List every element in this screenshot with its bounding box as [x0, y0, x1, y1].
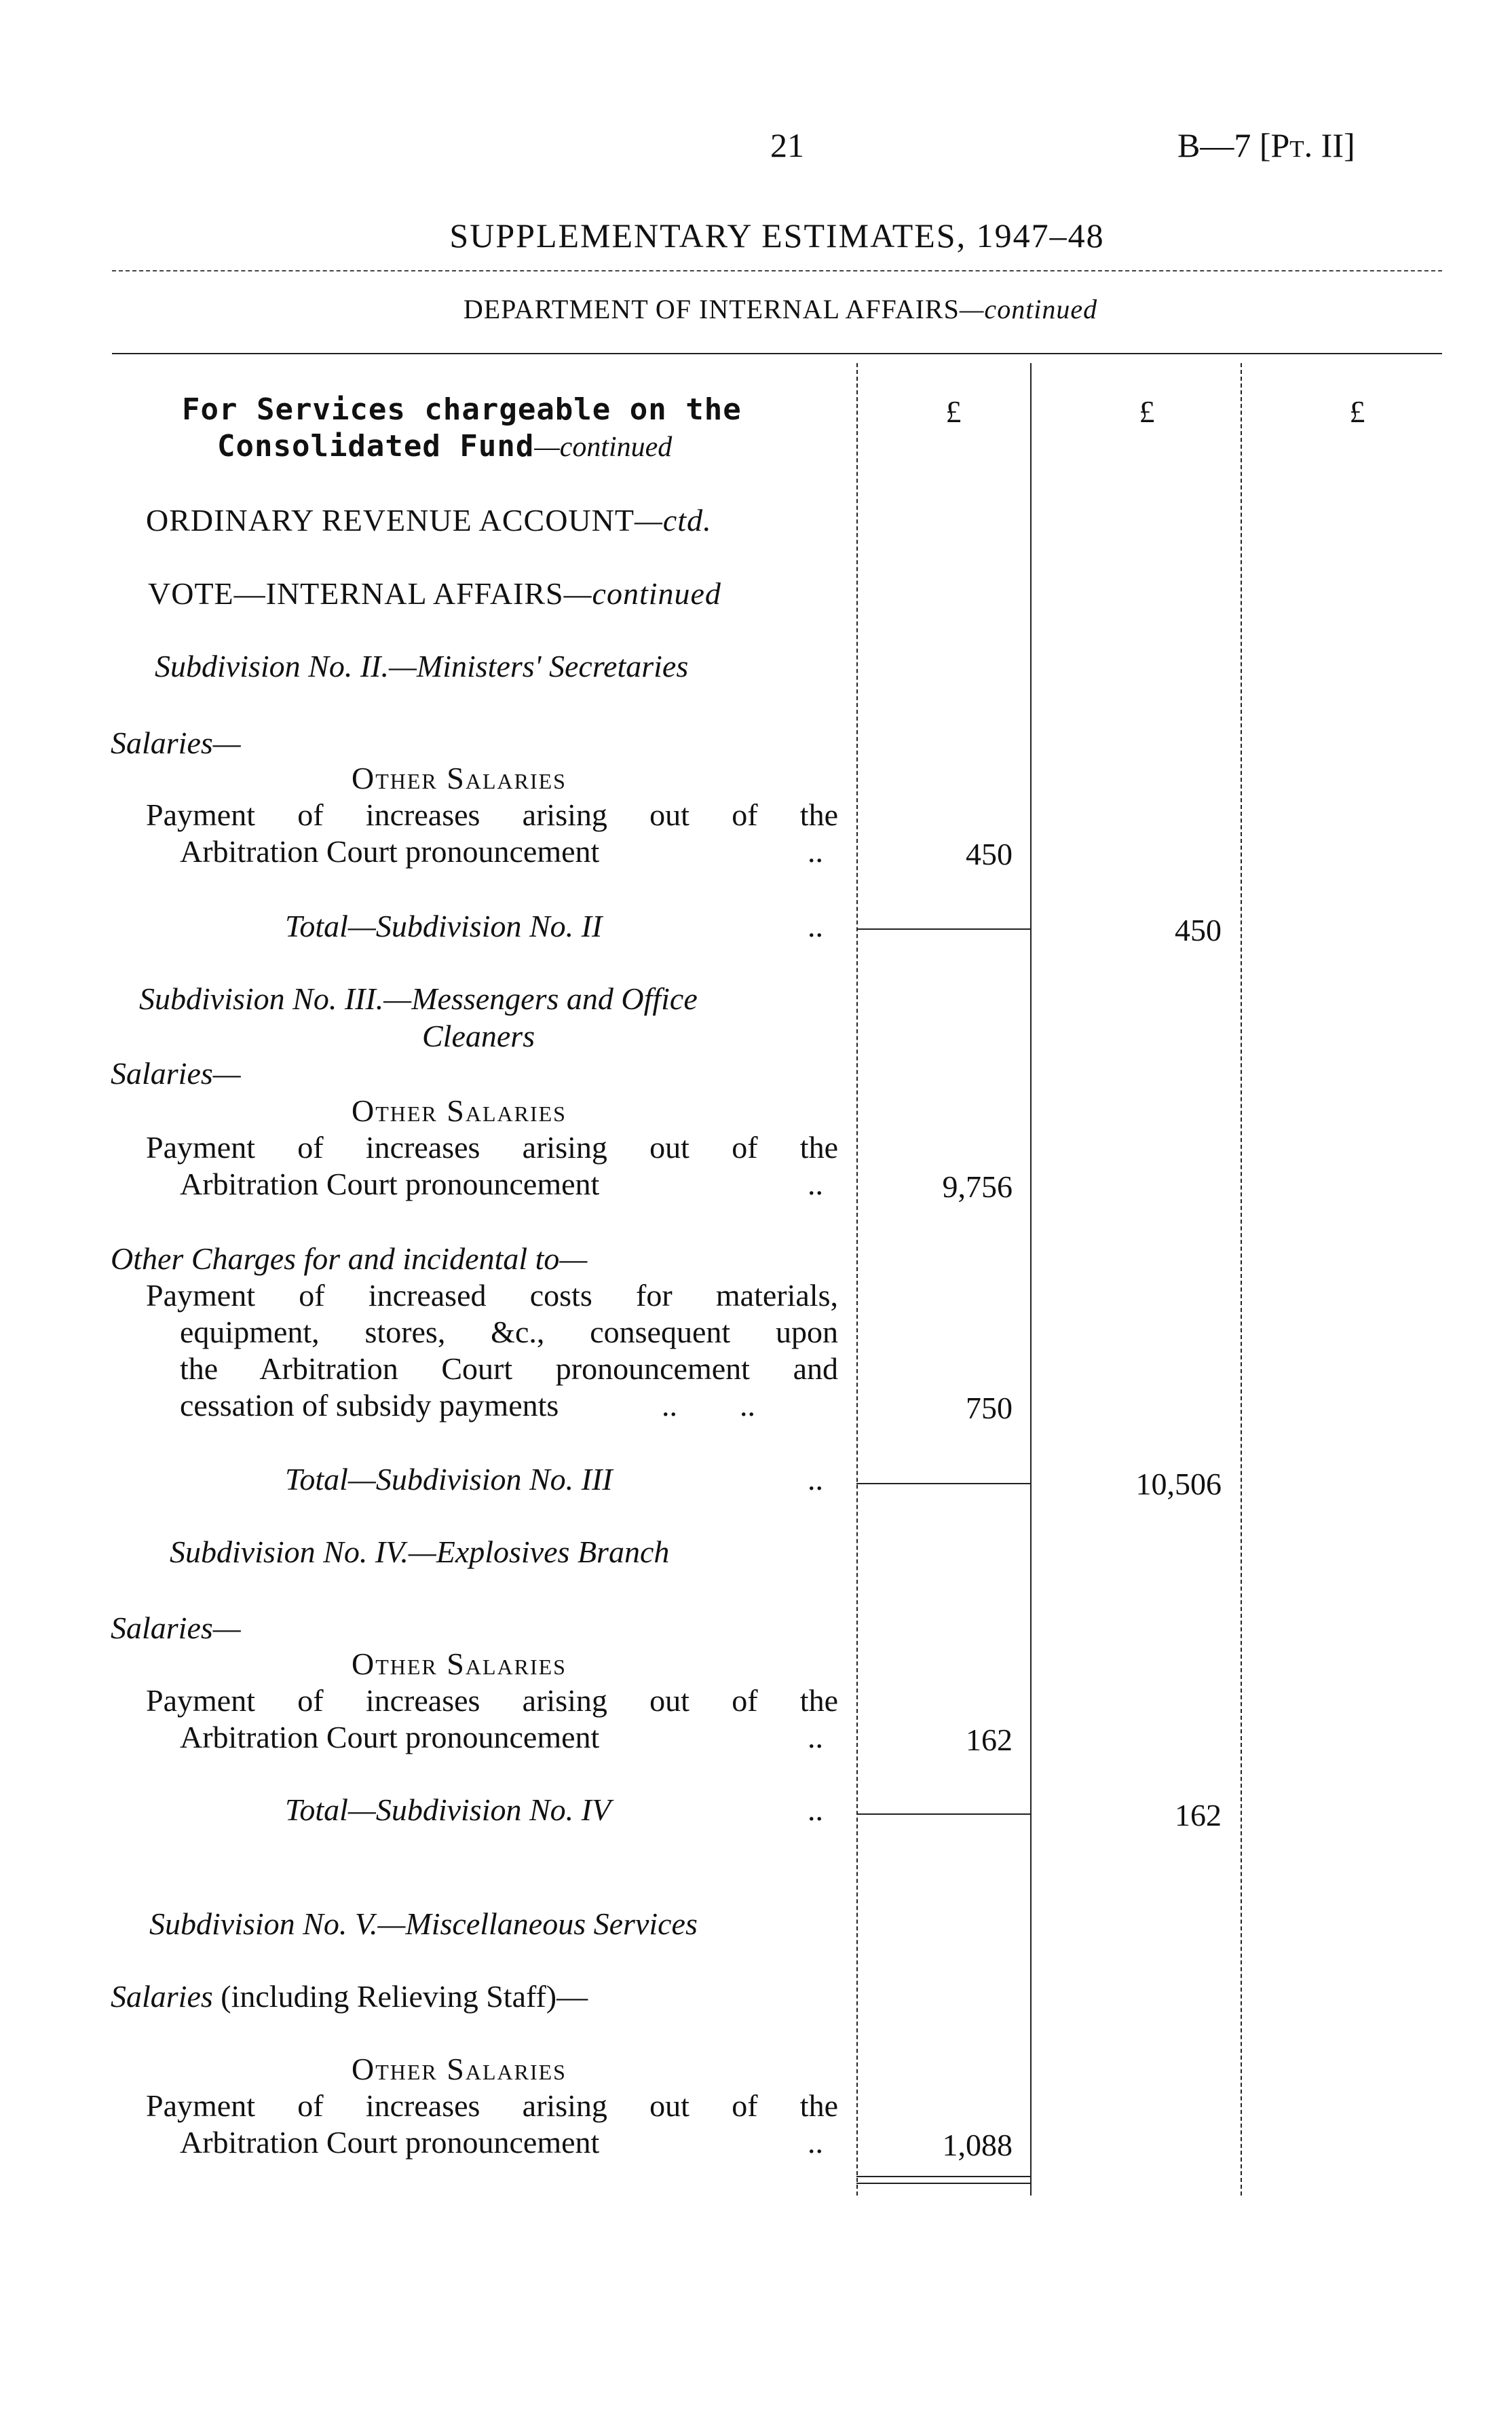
page-title: SUPPLEMENTARY ESTIMATES, 1947–48	[449, 216, 1105, 255]
sub3-item-line1: Payment of increases arising out of the	[146, 1130, 838, 1165]
department-continued: —continued	[959, 294, 1098, 324]
sub2-heading: Subdivision No. II.—Ministers' Secretaries	[155, 649, 689, 683]
sub2-item-line1: Payment of increases arising out of the	[146, 797, 838, 832]
header-rule	[112, 270, 1442, 271]
sub3-charges-line3: the Arbitration Court pronouncement and	[180, 1351, 838, 1386]
sub3-amount: 9,756	[942, 1169, 1013, 1204]
sub5-amount: 1,088	[942, 2128, 1013, 2162]
section-heading-line2	[217, 429, 672, 464]
column-heading-2: £	[1139, 394, 1155, 429]
account-continued: —ctd.	[634, 503, 712, 538]
document-reference: B—7 [Pt. II]	[1177, 126, 1355, 164]
sub5-total-rule-1	[856, 2176, 1030, 2177]
sub5-other-salaries: Other Salaries	[352, 2052, 567, 2086]
sub4-leader: ..	[808, 1720, 823, 1754]
sub2-item-line2: Arbitration Court pronouncement	[180, 834, 600, 869]
sub4-salaries-label: Salaries—	[111, 1611, 241, 1645]
sub5-salaries-label: Salaries	[111, 1979, 213, 2014]
sub5-leader: ..	[808, 2125, 823, 2160]
sub4-total-rule	[856, 1813, 1030, 1815]
sub2-total-leader: ..	[808, 909, 823, 943]
sub3-charges-leader: .. ..	[662, 1388, 755, 1423]
sub2-total-label: Total—Subdivision No. II	[285, 909, 603, 943]
sub3-salaries-label: Salaries—	[111, 1056, 241, 1091]
sub2-leader: ..	[808, 834, 823, 869]
vote-name: VOTE—INTERNAL AFFAIRS	[148, 576, 564, 611]
section-heading-continued: —continued	[534, 432, 673, 463]
sub3-charges-amount: 750	[966, 1391, 1013, 1425]
department-name: DEPARTMENT OF INTERNAL AFFAIRS	[463, 294, 960, 324]
sub3-item-line2: Arbitration Court pronouncement	[180, 1167, 600, 1201]
sub2-total-rule	[856, 928, 1030, 930]
sub4-item-line1: Payment of increases arising out of the	[146, 1683, 838, 1718]
column-heading-3: £	[1349, 394, 1365, 429]
sub2-amount: 450	[966, 837, 1013, 871]
vote-heading	[148, 576, 721, 611]
account-heading	[146, 502, 712, 538]
sub3-total-label: Total—Subdivision No. III	[285, 1462, 613, 1496]
sub2-total: 450	[1175, 913, 1222, 947]
column-rule-3	[1241, 363, 1242, 2196]
sub5-heading: Subdivision No. V.—Miscellaneous Services	[149, 1906, 698, 1941]
sub3-charges-line4: cessation of subsidy payments	[180, 1388, 559, 1423]
consolidated-fund: Consolidated Fund	[217, 429, 535, 464]
sub5-salaries-heading	[111, 1978, 588, 2014]
vote-continued: —continued	[563, 576, 721, 611]
sub4-total-leader: ..	[808, 1792, 823, 1827]
sub3-heading-line2: Cleaners	[422, 1019, 535, 1053]
sub5-item-line2: Arbitration Court pronouncement	[180, 2125, 600, 2160]
sub5-item-line1: Payment of increases arising out of the	[146, 2088, 838, 2123]
sub3-other-salaries: Other Salaries	[352, 1093, 567, 1128]
sub2-salaries-label: Salaries—	[111, 726, 241, 760]
table-top-rule	[112, 353, 1442, 354]
column-rule-2	[1030, 363, 1032, 2196]
sub3-heading-line1: Subdivision No. III.—Messengers and Office	[139, 981, 698, 1016]
sub3-charges-label: Other Charges for and incidental to—	[111, 1241, 588, 1276]
page-number: 21	[770, 126, 804, 164]
sub5-total-rule-2	[856, 2183, 1030, 2184]
sub4-heading: Subdivision No. IV.—Explosives Branch	[170, 1535, 670, 1569]
account-name: ORDINARY REVENUE ACCOUNT	[146, 503, 635, 538]
column-rule-1	[856, 363, 858, 2196]
sub4-total: 162	[1175, 1798, 1222, 1832]
section-heading-line1: For Services chargeable on the	[182, 392, 742, 427]
sub3-total: 10,506	[1135, 1467, 1222, 1501]
sub3-total-leader: ..	[808, 1462, 823, 1496]
sub4-total-label: Total—Subdivision No. IV	[285, 1792, 611, 1827]
sub3-total-rule	[856, 1483, 1030, 1484]
sub3-charges-line2: equipment, stores, &c., consequent upon	[180, 1315, 838, 1349]
sub5-salaries-rest: (including Relieving Staff)—	[212, 1979, 588, 2014]
department-heading	[464, 293, 1097, 325]
sub3-charges-line1: Payment of increased costs for materials,	[146, 1278, 838, 1313]
sub4-other-salaries: Other Salaries	[352, 1646, 567, 1681]
sub4-item-line2: Arbitration Court pronouncement	[180, 1720, 600, 1754]
sub4-amount: 162	[966, 1722, 1013, 1757]
column-heading-1: £	[945, 394, 962, 429]
sub3-leader: ..	[808, 1167, 823, 1201]
sub2-other-salaries: Other Salaries	[352, 761, 567, 795]
